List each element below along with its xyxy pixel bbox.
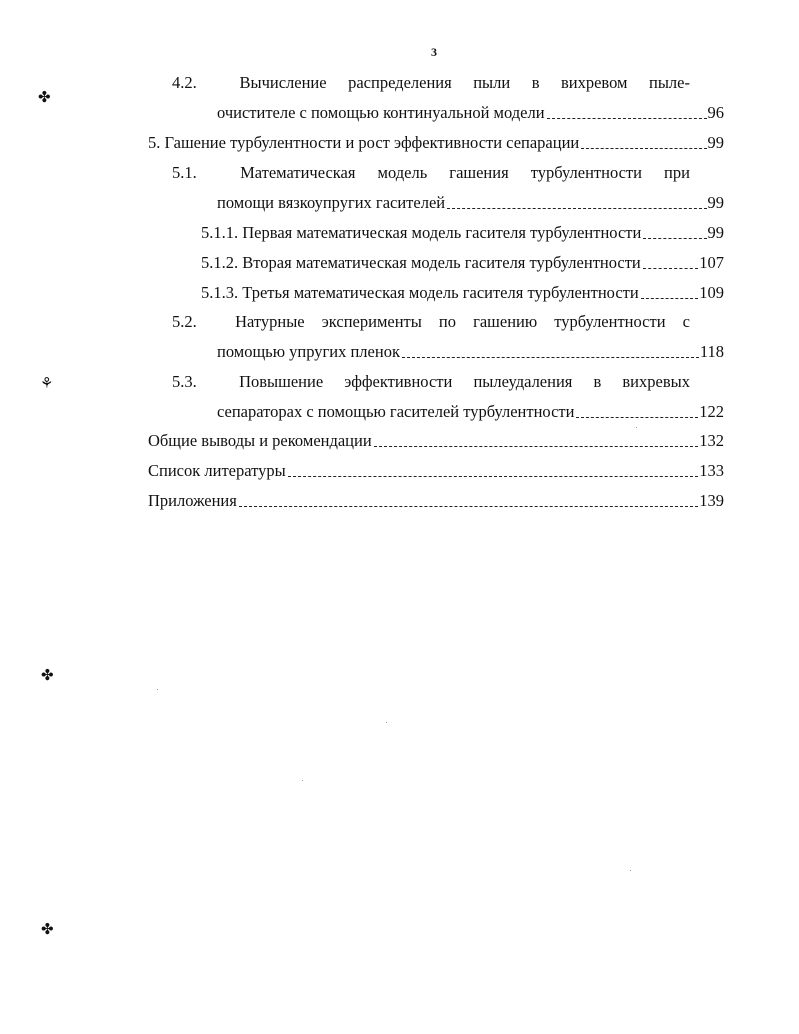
- toc-title: сепараторах с помощью гасителей турбулентности: [217, 402, 575, 421]
- dot-leader: [576, 416, 698, 418]
- toc-word: в: [593, 372, 602, 391]
- toc-word: Натурные: [235, 312, 305, 331]
- toc-page: 132: [699, 431, 724, 450]
- toc-page: 139: [699, 491, 724, 510]
- toc-word: пыле-: [648, 73, 690, 92]
- toc-page: 96: [707, 103, 724, 122]
- toc-page: 118: [699, 342, 724, 361]
- dot-leader: [547, 117, 707, 119]
- toc-page: 99: [707, 193, 724, 212]
- toc-entry-5-3-line2: [217, 401, 724, 423]
- toc-word: пыли: [473, 73, 511, 92]
- toc-entry-references: [148, 460, 724, 482]
- toc-page: 99: [707, 133, 724, 152]
- toc-word: турбулентности: [554, 312, 666, 331]
- scan-speck: [386, 722, 387, 723]
- toc-title: 5.1.1. Первая математическая модель гасителя турбулентности: [201, 223, 642, 242]
- toc-entry-5-1-line2: [217, 192, 724, 214]
- binding-mark-icon: ✤: [38, 88, 51, 106]
- toc-entry-5-1-1: [201, 222, 724, 244]
- toc-number: 4.2.: [172, 73, 197, 92]
- toc-entry-4-2-line1: [172, 72, 690, 94]
- dot-leader: [641, 297, 699, 299]
- toc-word: модель: [377, 163, 428, 182]
- toc-word: Вычисление: [239, 73, 327, 92]
- toc-word: Повышение: [239, 372, 324, 391]
- toc-entry-5-1-2: [201, 252, 724, 274]
- toc-page: 122: [699, 402, 724, 421]
- toc-title: помощью упругих пленок: [217, 342, 400, 361]
- toc-word: гашению: [473, 312, 538, 331]
- toc-entry-5: [148, 132, 724, 154]
- binding-mark-icon: ⚘: [40, 374, 54, 392]
- binding-mark-icon: ✤: [41, 920, 54, 938]
- toc-page: 109: [699, 283, 724, 302]
- toc-number: 5.1.: [172, 163, 197, 182]
- toc-word: пылеудаления: [473, 372, 573, 391]
- toc-word: Математическая: [240, 163, 356, 182]
- toc-word: с: [682, 312, 690, 331]
- toc-word: вихревом: [560, 73, 628, 92]
- toc-title: очистителе с помощью континуальной модели: [217, 103, 545, 122]
- toc-title: помощи вязкоупругих гасителей: [217, 193, 446, 212]
- toc-title: Общие выводы и рекомендации: [148, 431, 372, 450]
- dot-leader: [643, 237, 706, 239]
- scan-speck: [302, 780, 303, 781]
- dot-leader: [288, 475, 699, 477]
- toc-word: при: [664, 163, 690, 182]
- binding-mark-icon: ✤: [41, 666, 54, 684]
- dot-leader: [581, 147, 706, 149]
- toc-number: 5.2.: [172, 312, 197, 331]
- toc-title: 5. Гашение турбулентности и рост эффективности сепарации: [148, 133, 580, 152]
- dot-leader: [643, 267, 698, 269]
- toc-number: 5.3.: [172, 372, 197, 391]
- toc-word: гашения: [449, 163, 509, 182]
- toc-page: 107: [699, 253, 724, 272]
- toc-word: эксперименты: [321, 312, 422, 331]
- toc-entry-conclusions: [148, 430, 724, 452]
- toc-title: 5.1.2. Вторая математическая модель гасителя турбулентности: [201, 253, 641, 272]
- toc-title: 5.1.3. Третья математическая модель гасителя турбулентности: [201, 283, 639, 302]
- scan-speck: [157, 689, 158, 690]
- toc-page: 133: [699, 461, 724, 480]
- page-number: 3: [431, 45, 437, 59]
- toc-entry-appendices: [148, 490, 724, 512]
- toc-entry-5-2-line2: [217, 341, 724, 363]
- dot-leader: [447, 207, 706, 209]
- toc-word: по: [438, 312, 457, 331]
- scan-speck: [636, 427, 637, 428]
- toc-word: распределения: [348, 73, 452, 92]
- toc-entry-5-3-line1: [172, 371, 690, 393]
- toc-word: в: [531, 73, 540, 92]
- toc-title: Список литературы: [148, 461, 286, 480]
- toc-word: эффективности: [344, 372, 453, 391]
- toc-entry-5-1-line1: [172, 162, 690, 184]
- dot-leader: [374, 445, 699, 447]
- toc-entry-5-1-3: [201, 282, 724, 304]
- scan-speck: [630, 870, 631, 871]
- toc-page: 99: [707, 223, 724, 242]
- toc-word: турбулентности: [530, 163, 642, 182]
- dot-leader: [402, 356, 699, 358]
- toc-entry-4-2-line2: [217, 102, 724, 124]
- toc-entry-5-2-line1: [172, 311, 690, 333]
- toc-word: вихревых: [622, 372, 690, 391]
- toc-title: Приложения: [148, 491, 237, 510]
- dot-leader: [239, 505, 698, 507]
